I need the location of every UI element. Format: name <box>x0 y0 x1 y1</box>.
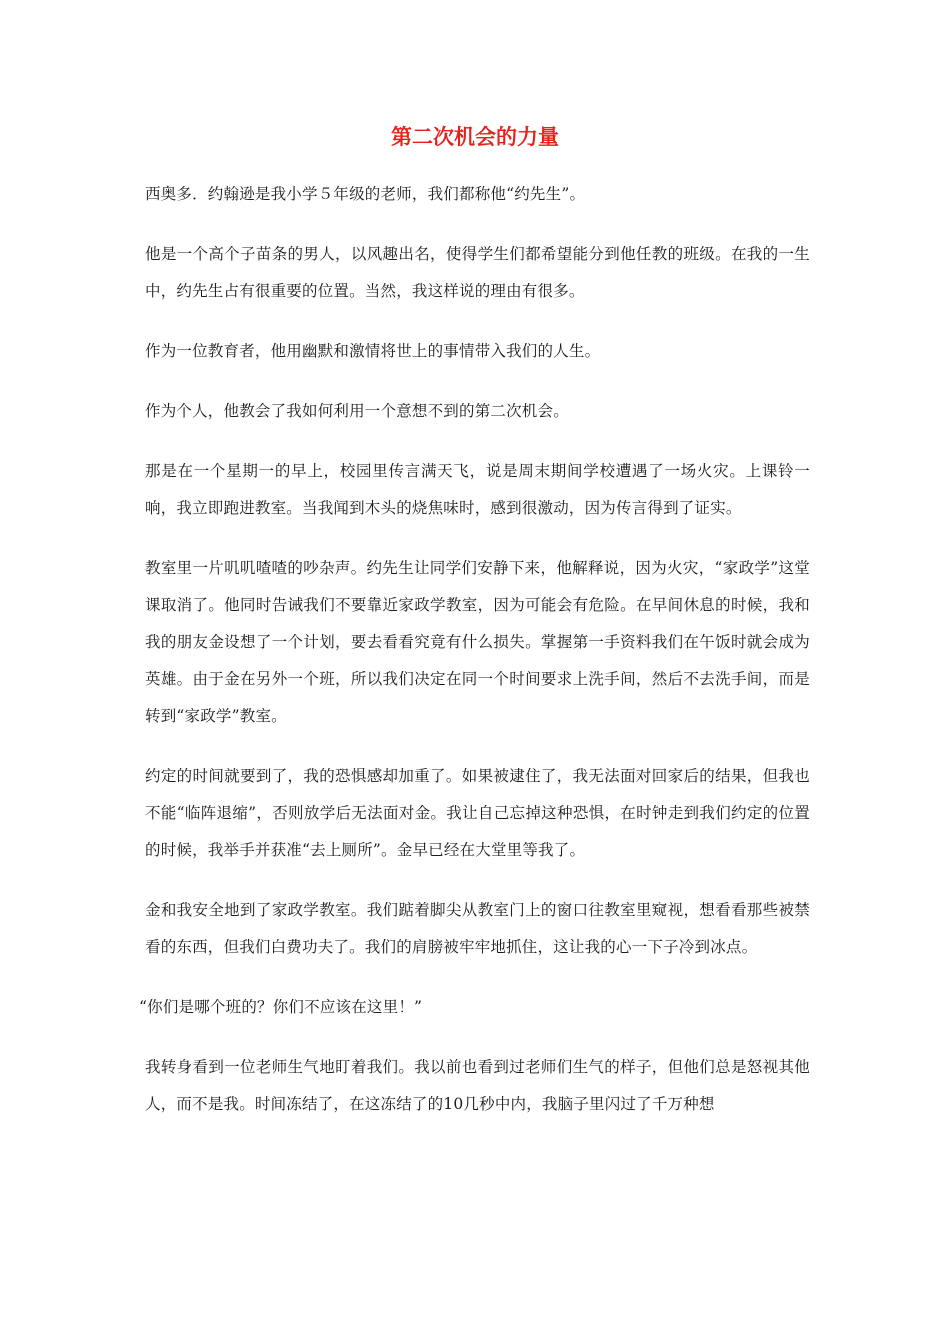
paragraph: 那是在一个星期一的早上，校园里传言满天飞，说是周末期间学校遭遇了一场火灾。上课铃一响，我立即跑进教室。当我闻到木头的烧焦味时，感到很激动，因为传言得到了证实。 <box>145 462 810 517</box>
paragraph: 他是一个高个子苗条的男人，以风趣出名，使得学生们都希望能分到他任教的班级。在我的一生中，约先生占有很重要的位置。当然，我这样说的理由有很多。 <box>145 245 810 300</box>
document-body <box>139 176 810 1146</box>
paragraph: 西奥多．约翰逊是我小学５年级的老师，我们都称他“约先生”。 <box>145 185 586 203</box>
paragraph: 我转身看到一位老师生气地盯着我们。我以前也看到过老师们生气的样子，但他们总是怒视其他人，而不是我。时间冻结了，在这冻结了的10几秒中内，我脑子里闪过了千万种想 <box>145 1058 810 1113</box>
paragraph: 约定的时间就要到了，我的恐惧感却加重了。如果被逮住了，我无法面对回家后的结果，但我也不能“临阵退缩”，否则放学后无法面对金。我让自己忘掉这种恐惧，在时钟走到我们约定的位置的时候，我举手并获准“去上厕所”。金早已经在大堂里等我了。 <box>145 767 810 859</box>
document-title: 第二次机会的力量 <box>391 125 559 149</box>
paragraph: 金和我安全地到了家政学教室。我们踮着脚尖从教室门上的窗口往教室里窥视，想看看那些被禁看的东西，但我们白费功夫了。我们的肩膀被牢牢地抓住，这让我的心一下子冷到冰点。 <box>145 901 810 956</box>
paragraph: 教室里一片叽叽喳喳的吵杂声。约先生让同学们安静下来，他解释说，因为火灾，“家政学”这堂课取消了。他同时告诫我们不要靠近家政学教室，因为可能会有危险。在早间休息的时候，我和我的朋友金设想了一个计划，要去看看究竟有什么损失。掌握第一手资料我们在午饭时就会成为英雄。由于金在另外一个班，所以我们决定在同一个时间要求上洗手间，然后不去洗手间，而是转到“家政学”教室。 <box>145 559 810 725</box>
paragraph: 作为个人，他教会了我如何利用一个意想不到的第二次机会。 <box>145 402 569 420</box>
paragraph: 作为一位教育者，他用幽默和激情将世上的事情带入我们的人生。 <box>145 342 601 360</box>
dialog-paragraph: “你们是哪个班的？你们不应该在这里！” <box>139 998 423 1016</box>
